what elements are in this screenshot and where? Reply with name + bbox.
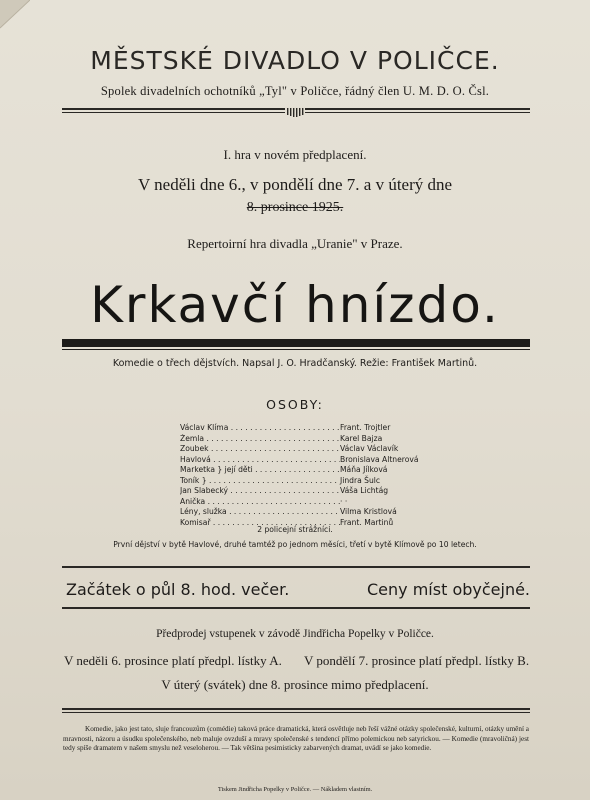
- footer-rule-thin: [62, 712, 530, 713]
- cast-row: [180, 465, 440, 476]
- actor-name: Frant. Trojtler: [340, 423, 391, 432]
- role-name: Lény, služka . . .: [180, 507, 340, 518]
- actor-name: Karel Bajza: [340, 433, 383, 443]
- ornament-icon: [285, 107, 305, 117]
- actor-name: Váša Lichtág: [340, 486, 389, 495]
- role-name: Václav Klíma . . .: [180, 423, 340, 434]
- cast-row: [180, 486, 440, 497]
- play-credits: Komedie o třech dějstvích. Napsal J. O. Hradčanský. Režie: František Martinů.: [112, 358, 478, 369]
- repertoire-line: Repertoirní hra divadla „Uranie" v Praze.: [187, 236, 403, 251]
- acts-note: První dějství v bytě Havlové, druhé tamtéž po jednom měsíci, třetí v bytě Klímově po 10 letech.: [113, 540, 477, 549]
- monday-line: V pondělí 7. prosince platí předpl. lístky B.: [304, 653, 530, 668]
- subscription-line: I. hra v novém předplacení.: [223, 147, 367, 162]
- role-name: Marketka } její děti . . .: [180, 465, 340, 476]
- cast-heading: OSOBY:: [266, 397, 324, 412]
- cast-row: [180, 455, 440, 466]
- role-name: Žemla . . .: [180, 434, 340, 445]
- cast-row: [180, 434, 440, 445]
- sunday-line: V neděli 6. prosince platí předpl. lístky A.: [64, 653, 282, 668]
- title-bar: [62, 339, 530, 347]
- actor-name: Jindra Šulc: [340, 475, 381, 485]
- cast-row: [180, 497, 440, 508]
- role-name: Jan Slabecký . . .: [180, 486, 340, 497]
- theatre-title: MĚSTSKÉ DIVADLO V POLIČCE.: [90, 46, 500, 75]
- start-rule-top: [62, 566, 530, 568]
- actor-name: · ·: [340, 496, 348, 506]
- actor-name: Frant. Martinů: [340, 517, 394, 527]
- actor-name: Vilma Kristlová: [340, 507, 397, 516]
- role-name: Toník } . . .: [180, 476, 340, 487]
- extras-line: 2 policejní strážníci.: [257, 525, 333, 534]
- role-name: Zoubek . . .: [180, 444, 340, 455]
- comedy-note: Komedie, jako jest tato, sluje francouzům (comédie) taková práce dramatická, která osvětluje neb řeší vážné otázky společenské, kulturní, otázky umění a mravnosti, názoru a úsudku společenského, neb maluje ovzduší a mravy společenské s tendencí přímo polemickou neb satyrickou. — Komedie (mravoličná) jest tedy spíše dramatem v našem smyslu než veseloherou. — Tak většina pesimisticky zabarvených dramat, uvádí se jako komedie.: [63, 725, 529, 753]
- presale-line: Předprodej vstupenek v závodě Jindřicha Popelky v Poličce.: [156, 628, 434, 640]
- cast-row: [180, 423, 440, 434]
- printer-line: Tiskem Jindřicha Popelky v Poličce. — Nákladem vlastním.: [217, 786, 373, 793]
- torn-corner: [0, 0, 30, 30]
- actor-name: Máňa Jílková: [340, 465, 388, 474]
- cast-list: [180, 423, 440, 528]
- cast-row: [180, 444, 440, 455]
- role-name: Komisař . . .: [180, 518, 340, 529]
- role-name: Anička . . .: [180, 497, 340, 508]
- start-rule-bottom: [62, 607, 530, 609]
- cast-row: [180, 507, 440, 518]
- struck-date: 8. prosince 1925.: [246, 200, 344, 215]
- title-bar-thin: [62, 349, 530, 350]
- play-title: Krkavčí hnízdo.: [90, 276, 500, 334]
- footer-rule: [62, 708, 530, 710]
- tuesday-line: V úterý (svátek) dne 8. prosince mimo předplacení.: [161, 677, 429, 692]
- society-subtitle: Spolek divadelních ochotníků „Tyl" v Poličce, řádný člen U. M. D. O. Čsl.: [100, 84, 490, 98]
- role-name: Havlová . . .: [180, 455, 340, 466]
- actor-name: Václav Václavík: [340, 444, 399, 453]
- actor-name: Bronislava Altnerová: [340, 454, 419, 464]
- dates-line: V neděli dne 6., v pondělí dne 7. a v úterý dne: [137, 175, 453, 194]
- start-time: Začátek o půl 8. hod. večer.: [66, 580, 290, 599]
- cast-row: [180, 476, 440, 487]
- prices: Ceny míst obyčejné.: [367, 580, 531, 599]
